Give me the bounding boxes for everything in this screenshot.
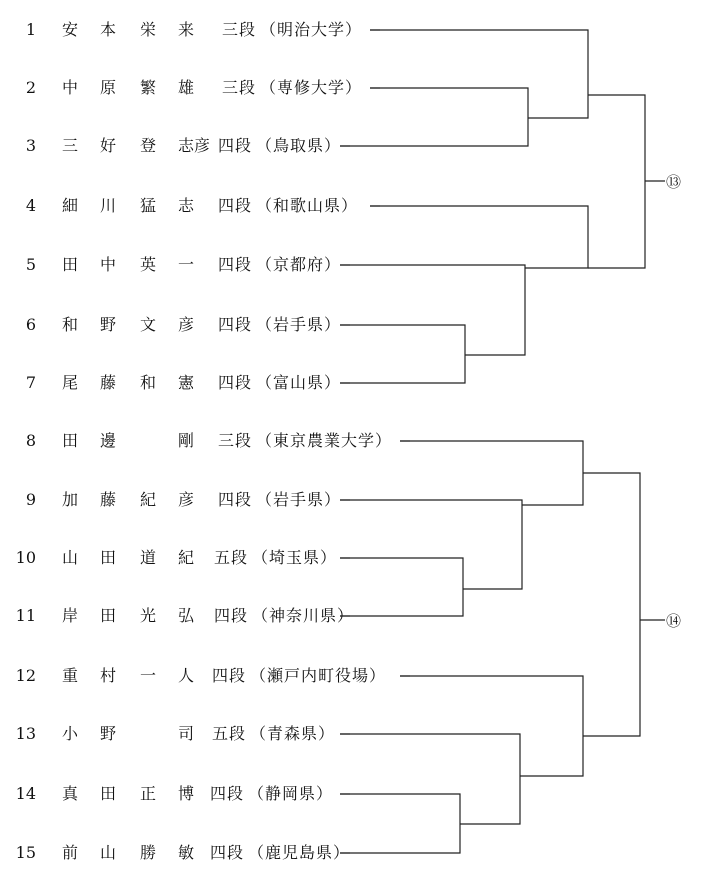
player-number: 6 [25,315,36,334]
bracket-match-8-91011 [400,441,583,505]
player-number: 8 [25,431,36,450]
player-name-char: 司 [178,724,195,743]
player-rank: 三段 [218,431,253,450]
player-affiliation: （富山県） [256,373,342,392]
player-name-char: 勝 [140,843,157,862]
player-rank: 四段 [218,255,253,274]
player-name-char: 志彦 [178,136,211,155]
player-affiliation: （東京農業大学） [256,431,393,450]
player-name-char: 繁 [140,78,157,97]
player-number: 11 [15,606,36,625]
player-name-char: 安 [62,20,79,39]
player-name-char: 彦 [178,315,195,334]
player-name-char: 猛 [140,196,157,215]
player-name-char: 和 [62,315,79,334]
player-name-char: 文 [140,315,157,334]
player-rank: 四段 [210,784,245,803]
player-name-char: 雄 [178,78,195,97]
player-name-char: 人 [178,666,195,685]
player-name-char: 中 [100,255,117,274]
player-number: 9 [25,490,36,509]
player-name-char: 紀 [178,548,195,567]
bracket-match-1-23 [370,30,588,118]
player-rank: 四段 [212,666,247,685]
player-name-char: 英 [140,255,157,274]
player-name-char: 野 [100,315,117,334]
bracket-match-4-567 [370,206,588,268]
player-name-char: 小 [62,724,79,743]
player-name-char: 岸 [62,606,79,625]
bracket-winner-label-13: ⑬ [666,173,682,191]
bracket-winner-label-14: ⑭ [666,612,682,630]
player-rank: 三段 [222,78,257,97]
player-name-char: 好 [100,136,117,155]
player-affiliation: （明治大学） [260,20,363,39]
player-name-char: 本 [100,20,117,39]
player-name-char: 山 [100,843,117,862]
player-name-char: 一 [140,666,157,685]
player-affiliation: （岩手県） [256,490,342,509]
player-name-char: 重 [62,666,79,685]
player-name-char: 紀 [140,490,157,509]
player-name-char: 田 [62,255,79,274]
player-rank: 四段 [218,490,253,509]
player-name-char: 三 [62,136,79,155]
player-rank: 五段 [212,724,247,743]
player-name-char: 来 [178,20,195,39]
player-rank: 四段 [218,196,253,215]
player-affiliation: （岩手県） [256,315,342,334]
player-number: 7 [25,373,36,392]
player-name-char: 田 [62,431,79,450]
player-rank: 四段 [218,136,253,155]
bracket-match-6-7 [340,325,465,383]
bracket-match-5-67 [340,265,525,355]
player-name-char: 細 [62,196,79,215]
player-rank: 五段 [214,548,249,567]
player-name-char: 敏 [178,843,195,862]
player-number: 5 [25,255,36,274]
player-name-char: 一 [178,255,195,274]
player-affiliation: （埼玉県） [252,548,338,567]
bracket-semi-bottom [583,473,640,736]
player-affiliation: （鳥取県） [256,136,342,155]
player-name-char: 登 [140,136,157,155]
player-name-char: 中 [62,78,79,97]
player-rank: 四段 [218,373,253,392]
player-number: 2 [25,78,36,97]
player-name-char: 川 [100,196,117,215]
player-name-char: 藤 [100,373,117,392]
player-number: 12 [15,666,36,685]
bracket-match-2-3 [340,88,528,146]
player-name-char: 和 [140,373,157,392]
player-number: 10 [15,548,36,567]
player-rank: 四段 [210,843,245,862]
player-number: 3 [25,136,36,155]
player-rank: 三段 [222,20,257,39]
player-name-char: 道 [140,548,157,567]
bracket-match-13-1415 [340,734,520,824]
player-name-char: 原 [100,78,117,97]
player-name-char: 彦 [178,490,195,509]
player-affiliation: （静岡県） [248,784,334,803]
player-number: 14 [15,784,36,803]
player-number: 15 [15,843,36,862]
player-affiliation: （和歌山県） [256,196,359,215]
player-name-char: 田 [100,784,117,803]
player-name-char: 志 [178,196,195,215]
player-affiliation: （鹿児島県） [248,843,351,862]
player-affiliation: （専修大学） [260,78,363,97]
player-number: 1 [25,20,36,39]
bracket-semi-top [588,95,645,268]
bracket-match-14-15 [340,794,460,853]
player-affiliation: （京都府） [256,255,342,274]
player-name-char: 栄 [140,20,157,39]
player-name-char: 邊 [100,431,117,450]
player-name-char: 尾 [62,373,79,392]
bracket-match-9-1011 [340,500,522,589]
player-name-char: 正 [140,784,157,803]
player-rank: 四段 [214,606,249,625]
player-name-char: 村 [100,666,117,685]
player-name-char: 光 [140,606,157,625]
player-rank: 四段 [218,315,253,334]
player-name-char: 加 [62,490,79,509]
player-name-char: 山 [62,548,79,567]
player-name-char: 藤 [100,490,117,509]
player-name-char: 剛 [178,431,195,450]
player-name-char: 博 [178,784,195,803]
player-name-char: 弘 [178,606,195,625]
player-name-char: 前 [62,843,79,862]
player-name-char: 田 [100,606,117,625]
player-name-char: 真 [62,784,79,803]
bracket-match-12-131415 [400,676,583,776]
player-affiliation: （神奈川県） [252,606,355,625]
player-name-char: 野 [100,724,117,743]
player-name-char: 憲 [178,373,195,392]
player-affiliation: （瀬戸内町役場） [250,666,387,685]
bracket-match-10-11 [340,558,463,616]
player-number: 13 [15,724,36,743]
player-name-char: 田 [100,548,117,567]
player-number: 4 [25,196,36,215]
player-affiliation: （青森県） [250,724,336,743]
